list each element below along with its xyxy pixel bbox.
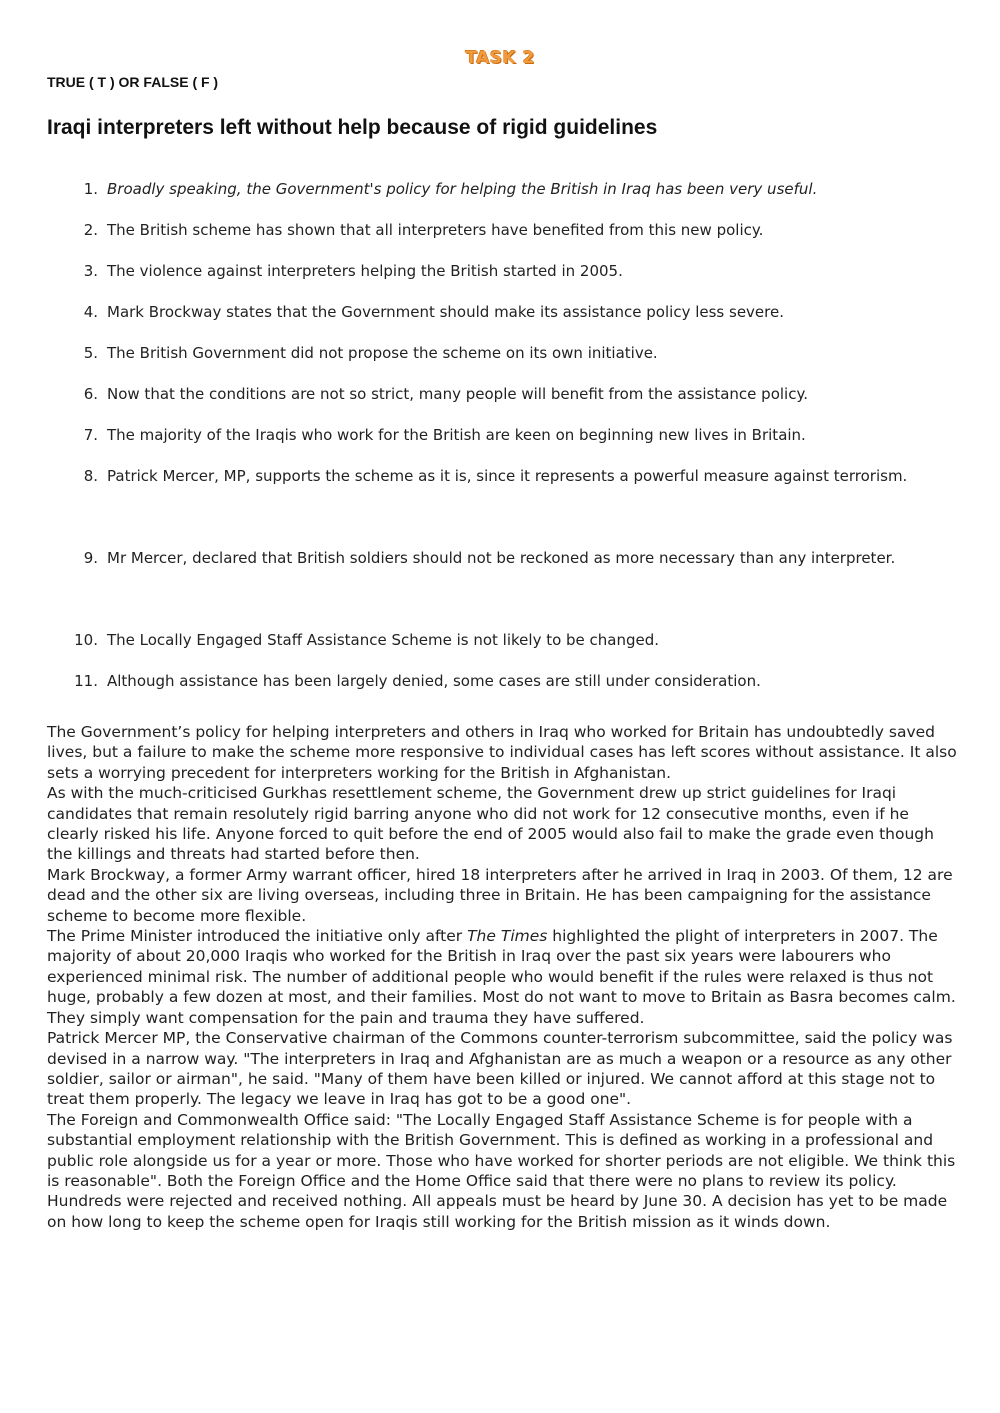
statement-number: 11. xyxy=(74,672,98,690)
statement-item xyxy=(0,210,1000,251)
statement-number: 8. xyxy=(83,467,98,485)
publication-name: The Times xyxy=(467,927,548,946)
article-text: highlighted the plight of interpreters in 2007. The majority of about 20,000 Iraqis who worked for the British in Iraq over the past six years were labourers who experienced minimal risk. The number of additional people who would benefit if the rules were relaxed is thus not huge, probably a few dozen at most, and their families. Most do not want to move to Britain as Basra becomes calm. They simply want compensation for the pain and trauma they have suffered. xyxy=(47,927,956,1027)
statement-item xyxy=(0,374,1000,415)
instruction-label: TRUE ( T ) OR FALSE ( F ) xyxy=(47,74,219,90)
statement-item xyxy=(0,333,1000,374)
statement-number: 9. xyxy=(83,549,98,567)
statement-text: The Locally Engaged Staff Assistance Scheme is not likely to be changed. xyxy=(107,631,660,649)
statement-item xyxy=(0,415,1000,456)
article-paragraph: Hundreds were rejected and received nothing. All appeals must be heard by June 30. A decision has yet to be made on how long to keep the scheme open for Iraqis still working for the British mission as it winds down. xyxy=(47,1192,948,1231)
statement-list xyxy=(0,169,1000,702)
statement-number: 10. xyxy=(74,631,98,649)
statement-text: The British scheme has shown that all interpreters have benefited from this new policy. xyxy=(107,221,764,239)
statement-text: Broadly speaking, the Government's policy for helping the British in Iraq has been very useful. xyxy=(107,180,818,198)
statement-text: The majority of the Iraqis who work for the British are keen on beginning new lives in Britain. xyxy=(107,426,806,444)
task-title: TASK 2 xyxy=(465,48,535,68)
statement-text: Although assistance has been largely denied, some cases are still under consideration. xyxy=(107,672,761,690)
article-paragraph xyxy=(47,926,962,1028)
article-text: The Prime Minister introduced the initiative only after xyxy=(47,927,468,946)
statement-text: Patrick Mercer, MP, supports the scheme as it is, since it represents a powerful measure against terrorism. xyxy=(107,467,908,485)
article-paragraph: The Government’s policy for helping interpreters and others in Iraq who worked for Britain has undoubtedly saved lives, but a failure to make the scheme more responsive to individual cases has left scores without assistance. It also sets a worrying precedent for interpreters working for the British in Afghanistan. xyxy=(47,723,957,782)
statement-number: 4. xyxy=(83,303,98,321)
statement-text: Mr Mercer, declared that British soldiers should not be reckoned as more necessary than any interpreter. xyxy=(107,549,896,567)
statement-number: 6. xyxy=(83,385,98,403)
article-paragraph: Patrick Mercer MP, the Conservative chairman of the Commons counter-terrorism subcommittee, said the policy was devised in a narrow way. "The interpreters in Iraq and Afghanistan are as much a weapon or a resource as any other soldier, sailor or airman", he said. "Many of them have been killed or injured. We cannot afford at this stage not to treat them properly. The legacy we leave in Iraq has got to be a good one". xyxy=(47,1029,953,1109)
article-paragraph: As with the much-criticised Gurkhas resettlement scheme, the Government drew up strict guidelines for Iraqi candidates that remain resolutely rigid barring anyone who did not work for 12 consecutive months, even if he clearly risked his life. Anyone forced to quit before the end of 2005 would also fail to make the grade even though the killings and threats had started before then. xyxy=(47,784,934,864)
statement-number: 1. xyxy=(83,180,98,198)
statement-item xyxy=(0,169,1000,210)
article-body xyxy=(47,722,962,1232)
statement-text: The violence against interpreters helping the British started in 2005. xyxy=(107,262,623,280)
statement-item xyxy=(0,251,1000,292)
article-paragraph: Mark Brockway, a former Army warrant officer, hired 18 interpreters after he arrived in Iraq in 2003. Of them, 12 are dead and the other six are living overseas, including three in Britain. He has been campaigning for the assistance scheme to become more flexible. xyxy=(47,865,953,925)
article-heading: Iraqi interpreters left without help because of rigid guidelines xyxy=(47,116,658,139)
statement-text: The British Government did not propose the scheme on its own initiative. xyxy=(107,344,658,362)
statement-item xyxy=(0,620,1000,661)
statement-text: Now that the conditions are not so strict, many people will benefit from the assistance policy. xyxy=(107,385,808,403)
statement-number: 3. xyxy=(83,262,98,280)
statement-item xyxy=(0,661,1000,702)
statement-item xyxy=(0,292,1000,333)
statement-item xyxy=(0,538,1000,620)
article-paragraph: The Foreign and Commonwealth Office said: "The Locally Engaged Staff Assistance Scheme is for people with a substantial employment relationship with the British Government. This is defined as working in a professional and public role alongside us for a year or more. Those who have worked for shorter periods are not eligible. We think this is reasonable". Both the Foreign Office and the Home Office said that there were no plans to review its policy. xyxy=(47,1110,956,1190)
statement-number: 2. xyxy=(83,221,98,239)
statement-text: Mark Brockway states that the Government should make its assistance policy less severe. xyxy=(107,303,784,321)
statement-number: 7. xyxy=(83,426,98,444)
statement-number: 5. xyxy=(83,344,98,362)
statement-item xyxy=(0,456,1000,538)
